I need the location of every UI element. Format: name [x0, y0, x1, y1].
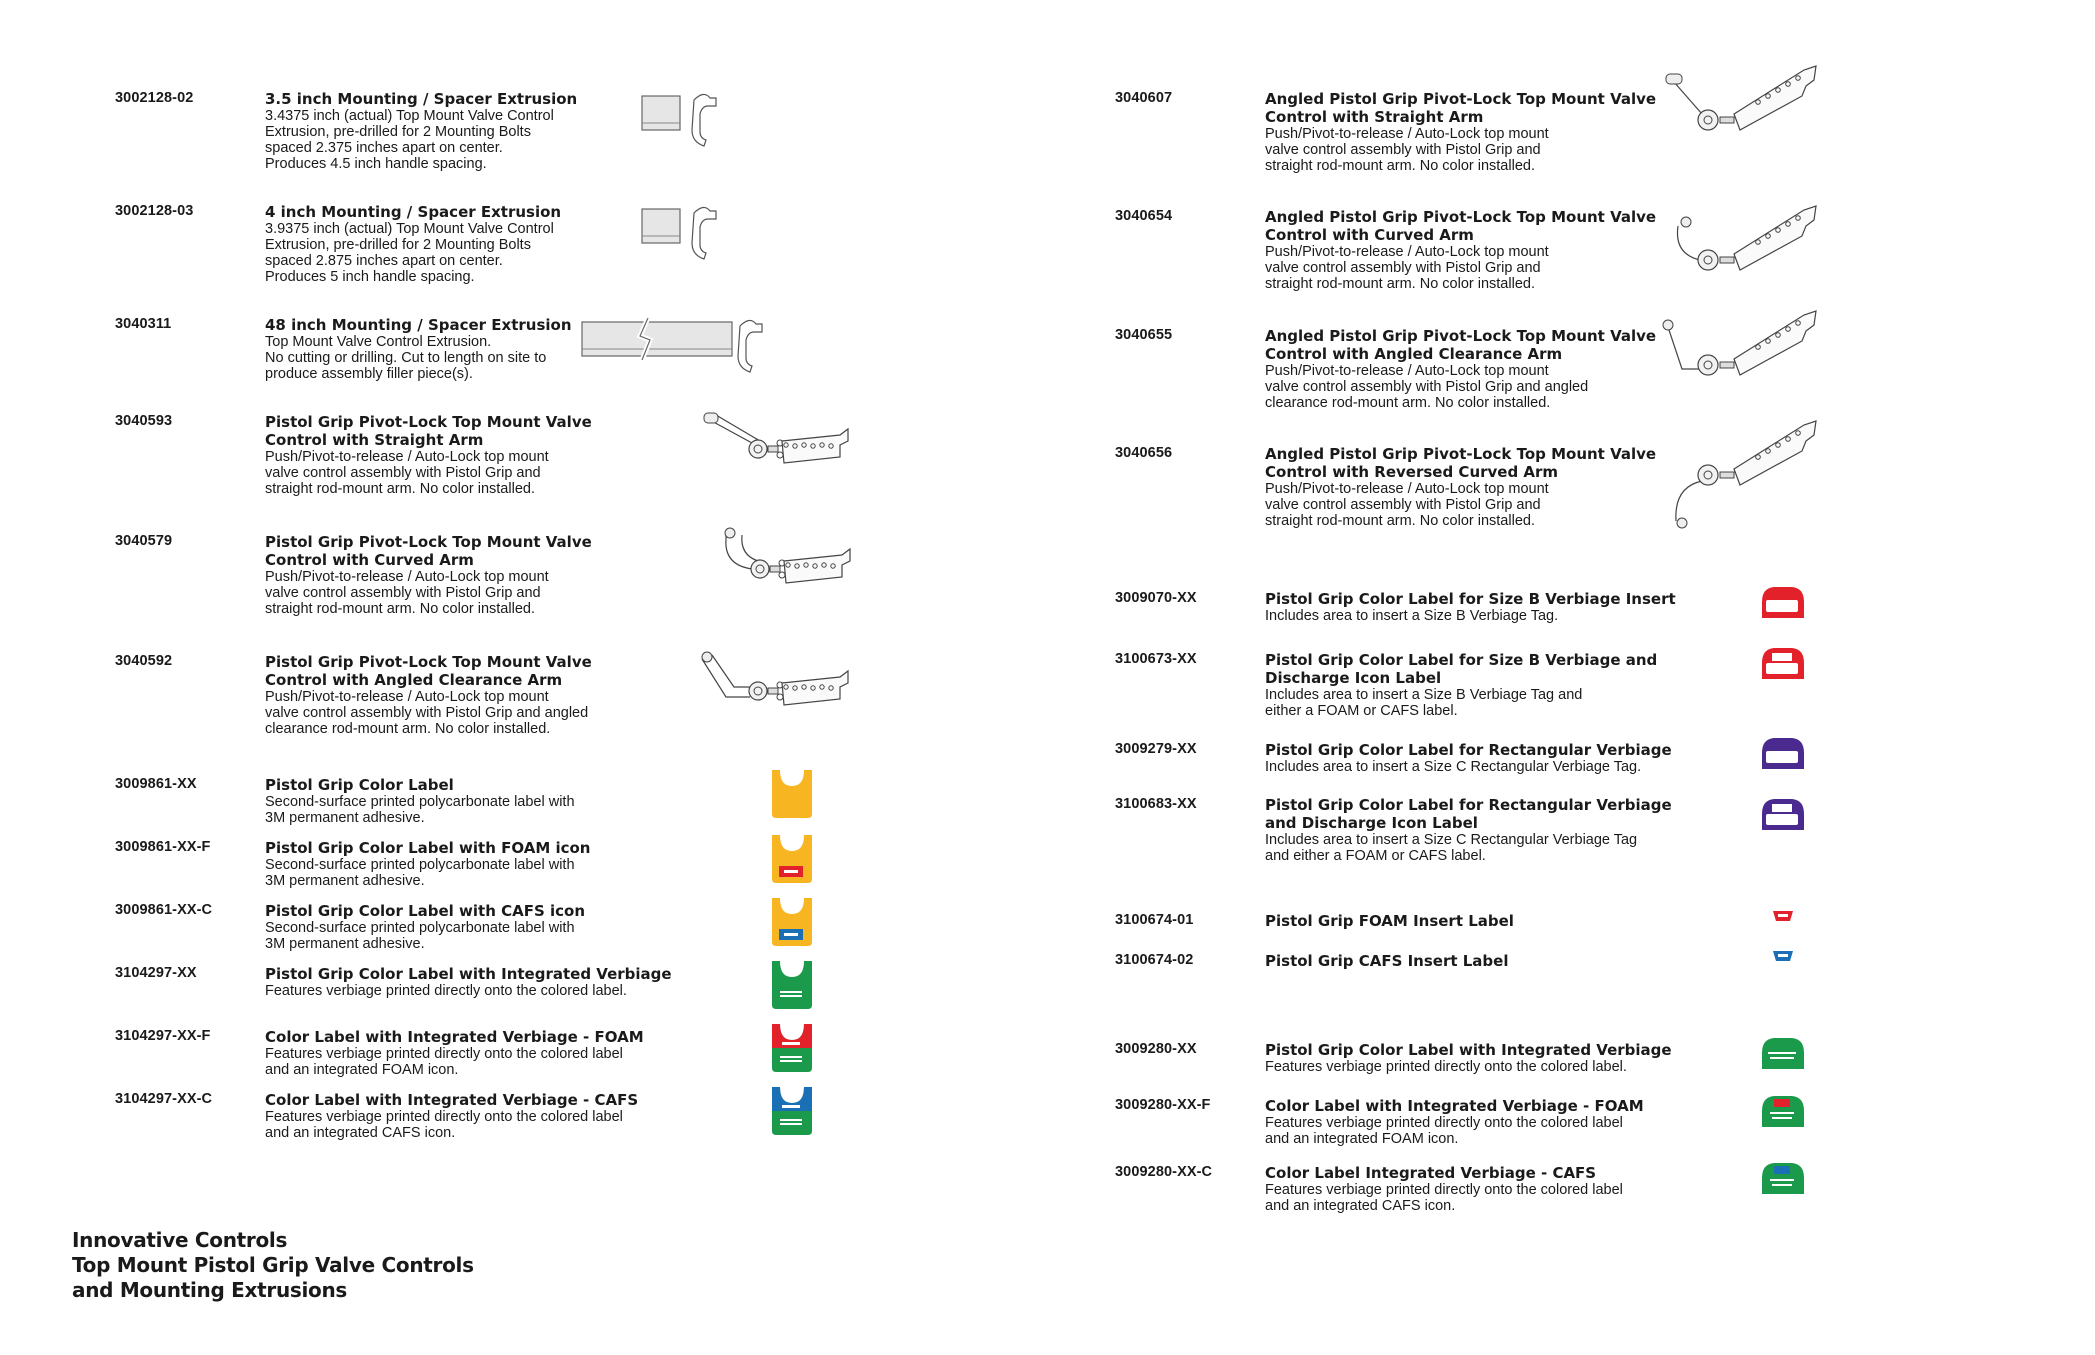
- product-title: Color Label with Integrated Verbiage - CAFS: [265, 1091, 639, 1109]
- product-description: Features verbiage printed directly onto the colored label and an integrated CAFS icon.: [1265, 1182, 1623, 1214]
- pistol-grip-straight-arm-image: [698, 407, 898, 487]
- part-number: 3002128-02: [115, 90, 194, 106]
- angled-grip-straight-arm-image: [1660, 64, 1840, 174]
- color-label-green-verbiage-image: [770, 959, 816, 1011]
- product-description: 3.9375 inch (actual) Top Mount Valve Control Extrusion, pre-drilled for 2 Mounting Bolts spaced 2.875 inches apart on center. Produces 5 inch handle spacing.: [265, 221, 554, 285]
- part-number: 3100673-XX: [1115, 651, 1197, 667]
- part-number: 3100683-XX: [1115, 796, 1197, 812]
- part-number: 3104297-XX-C: [115, 1091, 213, 1107]
- left-product-item: [115, 533, 1075, 643]
- product-title: 3.5 inch Mounting / Spacer Extrusion: [265, 90, 578, 108]
- part-number: 3009279-XX: [1115, 741, 1197, 757]
- product-title: Pistol Grip Pivot-Lock Top Mount Valve Control with Straight Arm: [265, 413, 592, 449]
- color-label-yellow-cafs-image: [770, 896, 816, 948]
- product-description: Push/Pivot-to-release / Auto-Lock top mount valve control assembly with Pistol Grip and straight rod-mount arm. No color installed.: [1265, 244, 1549, 292]
- product-title: Pistol Grip Color Label for Rectangular Verbiage: [1265, 741, 1672, 759]
- part-number: 3009280-XX: [1115, 1041, 1197, 1057]
- product-title: Pistol Grip Pivot-Lock Top Mount Valve Control with Curved Arm: [265, 533, 592, 569]
- left-product-item: [115, 653, 1075, 763]
- cap-label-purple-image: [1758, 735, 1808, 771]
- product-title: Color Label Integrated Verbiage - CAFS: [1265, 1164, 1597, 1182]
- product-description: Second-surface printed polycarbonate label with 3M permanent adhesive.: [265, 857, 575, 889]
- pistol-grip-curved-arm-image: [700, 527, 900, 607]
- footer-subtitle: and Mounting Extrusions: [72, 1278, 348, 1302]
- short-extrusion-image: [640, 203, 730, 253]
- part-number: 3009861-XX-F: [115, 839, 211, 855]
- footer-brand: Innovative Controls: [72, 1228, 288, 1252]
- cap-label-green-cafs-image: [1758, 1160, 1808, 1196]
- page-footer: [72, 1228, 474, 1303]
- product-description: Features verbiage printed directly onto the colored label.: [1265, 1059, 1627, 1075]
- product-description: Features verbiage printed directly onto the colored label and an integrated CAFS icon.: [265, 1109, 623, 1141]
- product-title: 48 inch Mounting / Spacer Extrusion: [265, 316, 572, 334]
- left-product-item: [115, 203, 1075, 313]
- product-title: Pistol Grip Color Label for Rectangular Verbiage and Discharge Icon Label: [1265, 796, 1672, 832]
- product-description: Includes area to insert a Size C Rectangular Verbiage Tag.: [1265, 759, 1642, 775]
- long-extrusion-image: [580, 316, 770, 366]
- product-title: Pistol Grip CAFS Insert Label: [1265, 952, 1509, 970]
- cap-label-red-notched-image: [1758, 645, 1808, 681]
- product-description: Push/Pivot-to-release / Auto-Lock top mount valve control assembly with Pistol Grip and straight rod-mount arm. No color installed.: [265, 569, 549, 617]
- product-description: Features verbiage printed directly onto the colored label and an integrated FOAM icon.: [1265, 1115, 1623, 1147]
- product-title: Pistol Grip Color Label with FOAM icon: [265, 839, 591, 857]
- pistol-grip-angled-arm-image: [698, 649, 898, 729]
- right-product-item: [1115, 796, 2075, 906]
- product-description: Includes area to insert a Size B Verbiage Tag and either a FOAM or CAFS label.: [1265, 687, 1583, 719]
- product-description: Push/Pivot-to-release / Auto-Lock top mount valve control assembly with Pistol Grip and angled clearance rod-mount arm. No color installed.: [1265, 363, 1589, 411]
- insert-cafs-image: [1772, 950, 1794, 962]
- product-description: Second-surface printed polycarbonate label with 3M permanent adhesive.: [265, 794, 575, 826]
- part-number: 3040311: [115, 316, 172, 332]
- product-title: Angled Pistol Grip Pivot-Lock Top Mount Valve Control with Curved Arm: [1265, 208, 1657, 244]
- product-description: Includes area to insert a Size B Verbiage Tag.: [1265, 608, 1559, 624]
- part-number: 3009280-XX-F: [1115, 1097, 1211, 1113]
- angled-grip-reversed-arm-image: [1660, 419, 1840, 529]
- color-label-green-cafs-image: [770, 1085, 816, 1137]
- product-description: Features verbiage printed directly onto the colored label and an integrated FOAM icon.: [265, 1046, 623, 1078]
- product-title: Color Label with Integrated Verbiage - FOAM: [265, 1028, 644, 1046]
- color-label-green-foam-image: [770, 1022, 816, 1074]
- product-description: Top Mount Valve Control Extrusion. No cutting or drilling. Cut to length on site to produce assembly filler piece(s).: [265, 334, 547, 382]
- part-number: 3009280-XX-C: [1115, 1164, 1213, 1180]
- product-description: Includes area to insert a Size C Rectangular Verbiage Tag and either a FOAM or CAFS label.: [1265, 832, 1638, 864]
- right-product-item: [1115, 208, 2075, 318]
- part-number: 3104297-XX: [115, 965, 197, 981]
- product-title: Angled Pistol Grip Pivot-Lock Top Mount Valve Control with Angled Clearance Arm: [1265, 327, 1657, 363]
- cap-label-green-foam-image: [1758, 1093, 1808, 1129]
- part-number: 3009070-XX: [1115, 590, 1197, 606]
- part-number: 3040579: [115, 533, 173, 549]
- angled-grip-angled-arm-image: [1660, 309, 1840, 419]
- part-number: 3040593: [115, 413, 173, 429]
- product-description: Push/Pivot-to-release / Auto-Lock top mount valve control assembly with Pistol Grip and straight rod-mount arm. No color installed.: [1265, 481, 1549, 529]
- product-title: 4 inch Mounting / Spacer Extrusion: [265, 203, 562, 221]
- product-title: Angled Pistol Grip Pivot-Lock Top Mount Valve Control with Straight Arm: [1265, 90, 1657, 126]
- product-description: 3.4375 inch (actual) Top Mount Valve Control Extrusion, pre-drilled for 2 Mounting Bolts spaced 2.375 inches apart on center. Produces 4.5 inch handle spacing.: [265, 108, 554, 172]
- part-number: 3040592: [115, 653, 173, 669]
- part-number: 3009861-XX: [115, 776, 197, 792]
- product-title: Pistol Grip Pivot-Lock Top Mount Valve Control with Angled Clearance Arm: [265, 653, 592, 689]
- product-title: Pistol Grip FOAM Insert Label: [1265, 912, 1514, 930]
- part-number: 3100674-02: [1115, 952, 1194, 968]
- product-title: Pistol Grip Color Label with Integrated Verbiage: [265, 965, 672, 983]
- footer-title: Top Mount Pistol Grip Valve Controls: [72, 1253, 474, 1277]
- product-title: Pistol Grip Color Label: [265, 776, 454, 794]
- right-product-item: [1115, 327, 2075, 437]
- left-product-item: [115, 316, 1075, 426]
- product-title: Pistol Grip Color Label for Size B Verbiage and Discharge Icon Label: [1265, 651, 1658, 687]
- product-title: Pistol Grip Color Label for Size B Verbiage Insert: [1265, 590, 1676, 608]
- product-title: Angled Pistol Grip Pivot-Lock Top Mount Valve Control with Reversed Curved Arm: [1265, 445, 1657, 481]
- cap-label-red-image: [1758, 584, 1808, 620]
- product-description: Push/Pivot-to-release / Auto-Lock top mount valve control assembly with Pistol Grip and straight rod-mount arm. No color installed.: [1265, 126, 1549, 174]
- left-product-item: [115, 413, 1075, 523]
- cap-label-green-image: [1758, 1035, 1808, 1071]
- part-number: 3002128-03: [115, 203, 194, 219]
- cap-label-purple-notched-image: [1758, 796, 1808, 832]
- product-description: Features verbiage printed directly onto the colored label.: [265, 983, 627, 999]
- product-description: Second-surface printed polycarbonate label with 3M permanent adhesive.: [265, 920, 575, 952]
- color-label-yellow-image: [770, 768, 816, 820]
- part-number: 3040656: [1115, 445, 1173, 461]
- short-extrusion-image: [640, 90, 730, 140]
- product-description: Push/Pivot-to-release / Auto-Lock top mount valve control assembly with Pistol Grip and straight rod-mount arm. No color installed.: [265, 449, 549, 497]
- product-title: Pistol Grip Color Label with Integrated Verbiage: [1265, 1041, 1672, 1059]
- left-product-item: [115, 90, 1075, 200]
- right-product-item: [1115, 445, 2075, 555]
- angled-grip-curved-arm-image: [1660, 204, 1840, 314]
- color-label-yellow-foam-image: [770, 833, 816, 885]
- part-number: 3040654: [1115, 208, 1173, 224]
- right-product-item: [1115, 1164, 2075, 1274]
- right-product-item: [1115, 90, 2075, 200]
- part-number: 3100674-01: [1115, 912, 1194, 928]
- part-number: 3040655: [1115, 327, 1173, 343]
- part-number: 3104297-XX-F: [115, 1028, 211, 1044]
- part-number: 3009861-XX-C: [115, 902, 213, 918]
- part-number: 3040607: [1115, 90, 1173, 106]
- product-title: Pistol Grip Color Label with CAFS icon: [265, 902, 586, 920]
- product-title: Color Label with Integrated Verbiage - FOAM: [1265, 1097, 1644, 1115]
- insert-foam-image: [1772, 910, 1794, 922]
- product-description: Push/Pivot-to-release / Auto-Lock top mount valve control assembly with Pistol Grip and angled clearance rod-mount arm. No color installed.: [265, 689, 589, 737]
- left-product-item: [115, 1091, 1075, 1201]
